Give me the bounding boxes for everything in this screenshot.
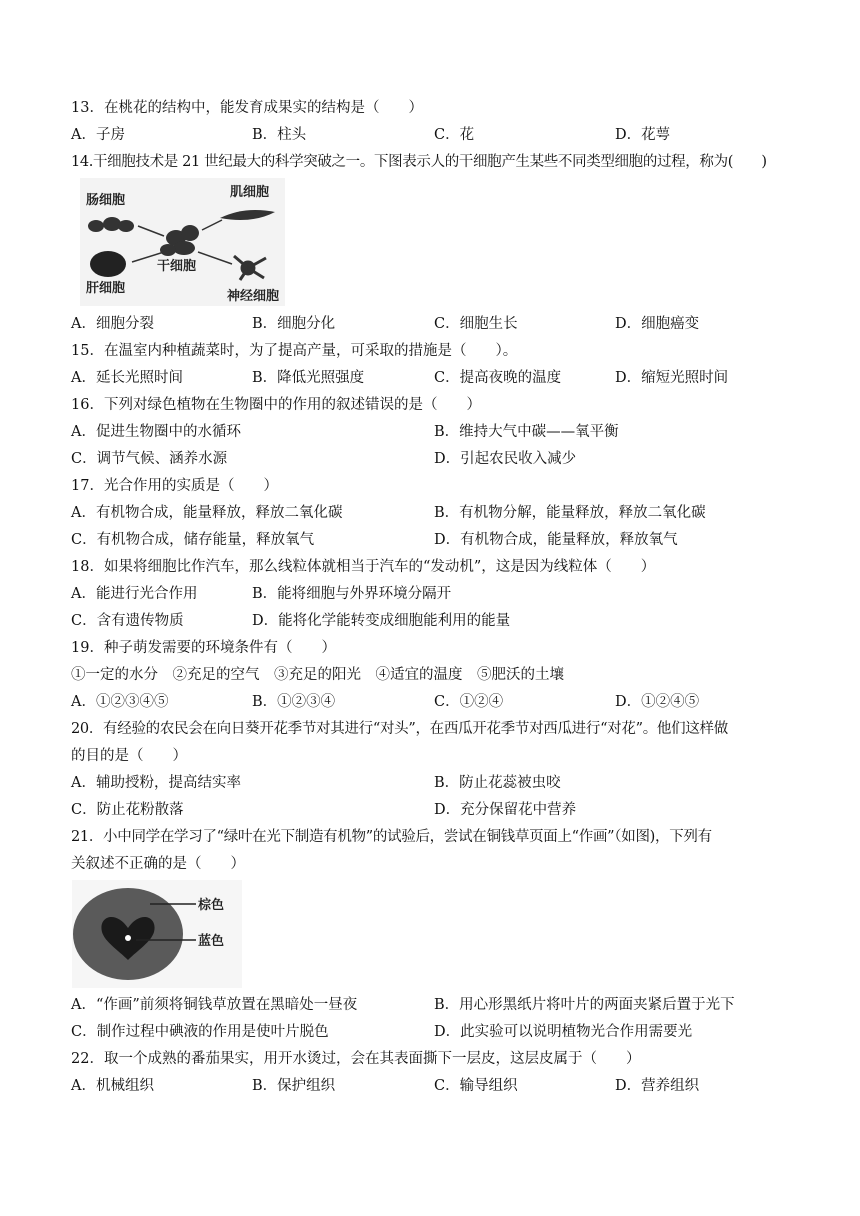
label-stem-cell: 干细胞: [157, 259, 197, 274]
q18-option-b: B．能将细胞与外界环境分隔开: [252, 586, 452, 602]
q18-option-c: C．含有遗传物质: [71, 613, 184, 629]
q20-stem-line1: 20．有经验的农民会在向日葵开花季节对其进行“对头”，在西瓜开花季节对西瓜进行“对花”。他们这样做: [71, 721, 728, 737]
q14-option-a: A．细胞分裂: [71, 316, 154, 332]
q16-option-b: B．维持大气中碳——氧平衡: [434, 424, 619, 440]
q15-option-d: D．缩短光照时间: [615, 370, 729, 386]
label-brown: 棕色: [198, 898, 225, 913]
q17-option-d: D．有机物合成，能量释放，释放氧气: [434, 532, 678, 548]
q22-option-b: B．保护组织: [252, 1078, 336, 1094]
q16-option-d: D．引起农民收入减少: [434, 451, 577, 467]
q21-option-a: A．“作画”前须将铜钱草放置在黑暗处一昼夜: [71, 997, 358, 1013]
label-liver-cell: 肝细胞: [86, 281, 126, 296]
q15-option-a: A．延长光照时间: [71, 370, 183, 386]
q20-option-d: D．充分保留花中营养: [434, 802, 577, 818]
label-muscle-cell: 肌细胞: [230, 185, 270, 200]
q16-option-c: C．调节气候、涵养水源: [71, 451, 228, 467]
q21-option-b: B．用心形黑纸片将叶片的两面夹紧后置于光下: [434, 997, 735, 1013]
q19-option-a: A．①②③④⑤: [71, 694, 169, 710]
q14-option-c: C．细胞生长: [434, 316, 518, 332]
q16-stem: 16．下列对绿色植物在生物圈中的作用的叙述错误的是（ ）: [71, 397, 481, 413]
q20-option-a: A．辅助授粉，提高结实率: [71, 775, 241, 791]
q18-option-d: D．能将化学能转变成细胞能利用的能量: [252, 613, 511, 629]
q21-stem-line2: 关叙述不正确的是（ ）: [71, 856, 245, 872]
q17-option-c: C．有机物合成，储存能量，释放氧气: [71, 532, 315, 548]
q17-stem: 17．光合作用的实质是（ ）: [71, 478, 278, 494]
q15-stem: 15．在温室内种植蔬菜时，为了提高产量，可采取的措施是（ ）。: [71, 343, 518, 359]
q22-stem: 22．取一个成熟的番茄果实，用开水烫过，会在其表面撕下一层皮，这层皮属于（ ）: [71, 1051, 641, 1067]
q19-option-c: C．①②④: [434, 694, 504, 710]
leaf-painting-figure: [72, 880, 242, 988]
q19-stem: 19．种子萌发需要的环境条件有（ ）: [71, 640, 336, 656]
liver-cell-icon: [90, 251, 126, 277]
q19-conditions: ①一定的水分 ②充足的空气 ③充足的阳光 ④适宜的温度 ⑤肥沃的土壤: [71, 667, 564, 683]
q18-stem: 18．如果将细胞比作汽车，那么线粒体就相当于汽车的“发动机”，这是因为线粒体（ ）: [71, 559, 656, 575]
q13-option-a: A．子房: [71, 127, 125, 143]
q15-option-c: C．提高夜晚的温度: [434, 370, 562, 386]
label-intestine-cell: 肠细胞: [86, 193, 126, 208]
q14-option-d: D．细胞癌变: [615, 316, 700, 332]
q14-option-b: B．细胞分化: [252, 316, 336, 332]
q17-option-a: A．有机物合成，能量释放，释放二氧化碳: [71, 505, 343, 521]
q22-option-c: C．输导组织: [434, 1078, 518, 1094]
q14-stem: 14.干细胞技术是 21 世纪最大的科学突破之一。下图表示人的干细胞产生某些不同类型细胞的过程，称为( ): [71, 154, 767, 170]
q21-option-d: D．此实验可以说明植物光合作用需要光: [434, 1024, 693, 1040]
q16-option-a: A．促进生物圈中的水循环: [71, 424, 241, 440]
label-nerve-cell: 神经细胞: [227, 289, 280, 304]
q19-option-d: D．①②④⑤: [615, 694, 700, 710]
q19-option-b: B．①②③④: [252, 694, 336, 710]
q20-stem-line2: 的目的是（ ）: [71, 748, 187, 764]
q20-option-c: C．防止花粉散落: [71, 802, 184, 818]
label-blue: 蓝色: [198, 934, 225, 949]
q17-option-b: B．有机物分解，能量释放，释放二氧化碳: [434, 505, 706, 521]
q15-option-b: B．降低光照强度: [252, 370, 365, 386]
q21-stem-line1: 21．小中同学在学习了“绿叶在光下制造有机物”的试验后，尝试在铜钱草页面上“作画”（如图)，下列有: [71, 829, 712, 845]
q21-option-c: C．制作过程中碘液的作用是使叶片脱色: [71, 1024, 329, 1040]
q13-option-c: C．花: [434, 127, 475, 143]
stem-cell-diagram: [80, 178, 285, 306]
q13-option-b: B．柱头: [252, 127, 307, 143]
q13-option-d: D．花萼: [615, 127, 671, 143]
q13-stem: 13．在桃花的结构中，能发育成果实的结构是（ ）: [71, 100, 423, 116]
q18-option-a: A．能进行光合作用: [71, 586, 198, 602]
q22-option-d: D．营养组织: [615, 1078, 700, 1094]
q20-option-b: B．防止花蕊被虫咬: [434, 775, 561, 791]
q22-option-a: A．机械组织: [71, 1078, 154, 1094]
